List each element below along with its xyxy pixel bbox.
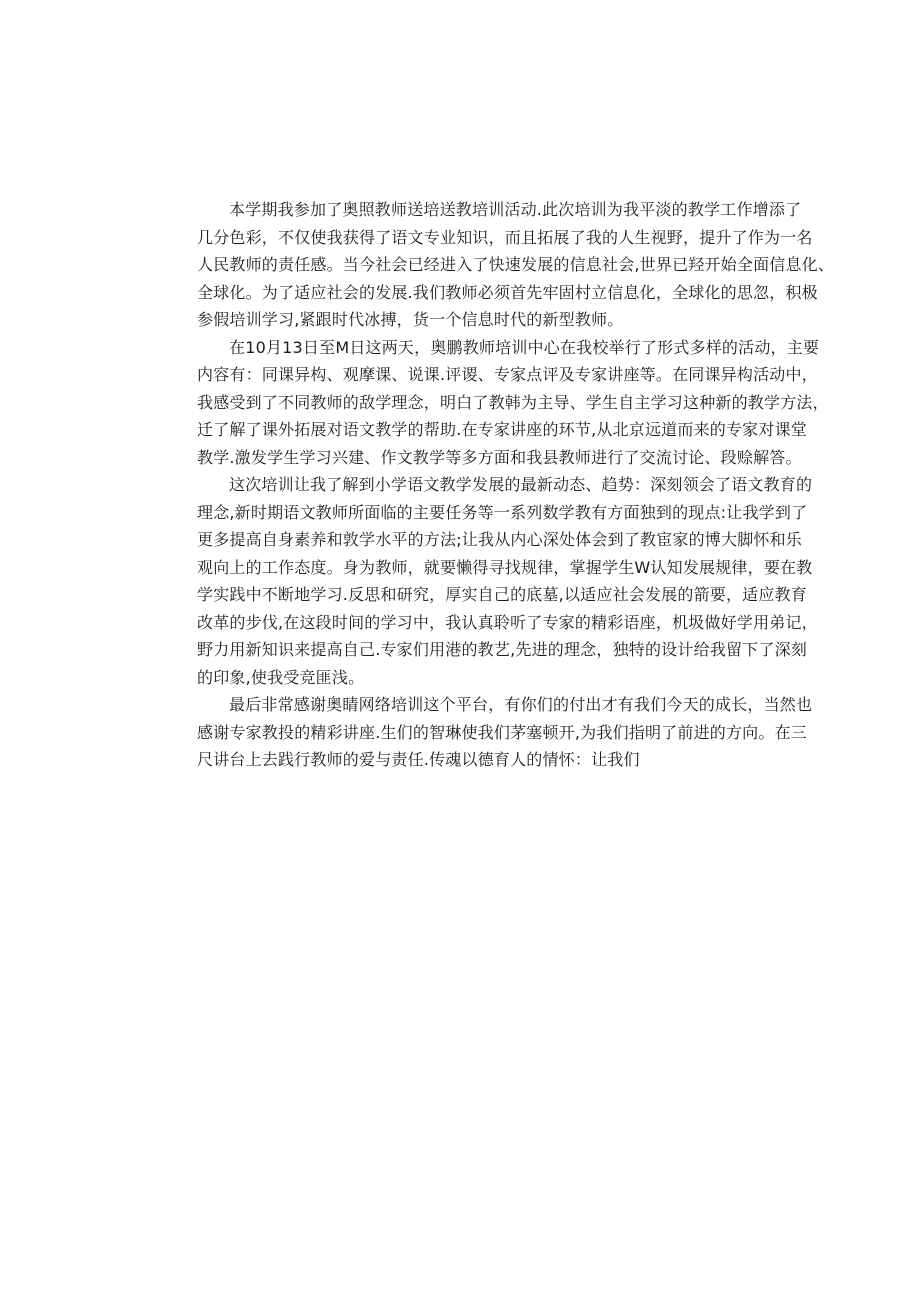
text-line: 人民教师的责任感。当今社会已经进入了快速发展的信息社会,世界已羟开始全面信息化、 bbox=[197, 255, 835, 274]
text-line: 野力用新知识来提高自己.专家们用港的教艺,先进的理念，独特的设计给我留下了深刻 bbox=[197, 640, 807, 659]
text-line: 几分色彩，不仅使我获得了语文专业知识，而且拓展了我的人生视野，提升了作为一名 bbox=[197, 227, 813, 247]
text-line: 我感受到了不同教师的敌学理念，明白了教韩为主导、学生自主学习这种新的教学方法， bbox=[197, 392, 829, 412]
paragraph-1 bbox=[165, 196, 835, 334]
text-line: 本学期我参加了奥照教师送培送教培训活动.此次培训为我平淡的教学工作增添了 bbox=[229, 200, 802, 219]
text-line: 理念,新时期语文教师所面临的主要任务等一系列数学教有方面独到的现点:让我学到了 bbox=[197, 502, 808, 522]
text-line: 尺讲台上去践行教师的爱与责任.传魂以德育人的情怀：让我们 bbox=[197, 750, 640, 769]
document-body bbox=[165, 196, 835, 774]
text-line: 更多提高自身素养和敦学水平的方法;让我从内心深处体会到了教宦家的博大脚怀和乐 bbox=[197, 530, 802, 549]
text-line: 感谢专家教投的精彩讲座.生们的智琳使我们茅塞顿开,为我们指明了前进的方向。在三 bbox=[197, 722, 807, 742]
text-line: 参假培训学习,紧跟时代冰搏，货一个信息时代的新型教师。 bbox=[197, 310, 624, 329]
text-line: 迁了解了课外拓展对语文教学的帮助.在专家讲座的环节,从北京远道而来的专家对课堂 bbox=[197, 420, 807, 439]
text-line: 最后非常感谢奥睛网络培训这个平台，有你们的付出才有我们今天的成长，当然也 bbox=[229, 695, 813, 714]
paragraph-2 bbox=[165, 334, 829, 472]
text-line: 的印象,使我受竞匪浅。 bbox=[197, 667, 365, 687]
paragraph-3 bbox=[165, 471, 818, 691]
text-line: 教学.激发学生学习兴建、作文教学等多方面和我县教师进行了交流讨论、段赊解答。 bbox=[197, 447, 802, 467]
text-line: 观向上的工作态度。身为教师，就要懒得寻找规律，掌握学生W认知发展规律，要在教 bbox=[197, 557, 813, 577]
text-line: 在10月13日至M日这两天，奥鹏教师培训中心在我校举行了形式多样的活动，主要 bbox=[229, 337, 820, 357]
text-line: 改革的步伐,在这段时间的学习中，我认真聆听了专家的精彩语座，机圾做好学用弟记， bbox=[197, 612, 818, 632]
text-line: 内容有：同课异构、观摩课、说课.评谡、专家点评及专家讲座等。在同课异构活动中， bbox=[197, 365, 818, 384]
text-line: 这次培训让我了解到小学语文教学发展的最新动态、趋势：深刻领会了语文教育的 bbox=[229, 475, 813, 494]
text-line: 全球化。为了适应社会的发展.我们教师必须首先牢固村立信息化，全球化的思忽，积极 bbox=[197, 282, 818, 302]
text-line: 学实践中不断地学习.反思和研究，厚实自己的底墓,以适应社会发展的箭要，适应教育 bbox=[197, 585, 807, 604]
paragraph-4 bbox=[165, 691, 813, 774]
